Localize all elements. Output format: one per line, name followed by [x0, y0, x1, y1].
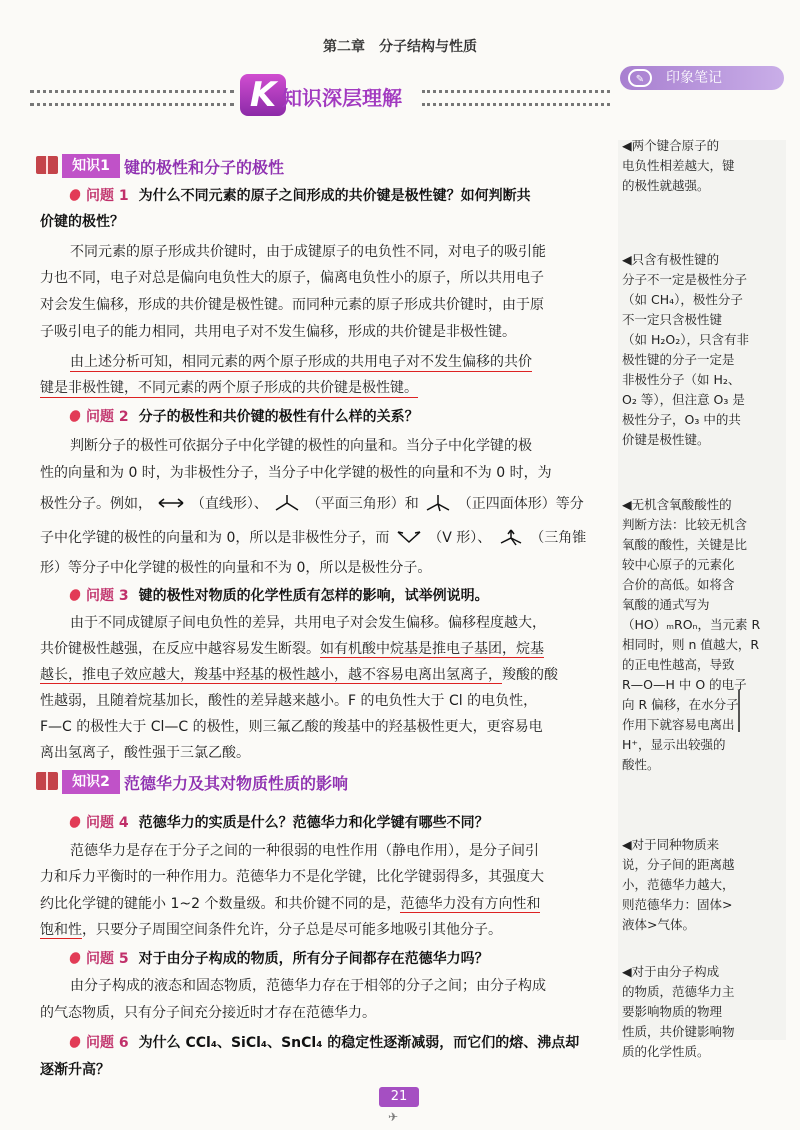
- bird-ornament-icon: ✈: [388, 1110, 399, 1124]
- question-6: 问题 6 为什么 CCl₄、SiCl₄、SnCl₄ 的稳定性逐渐减弱，而它们的熔、沸点却: [70, 1032, 579, 1052]
- text-line: F—C 的极性大于 Cl—C 的极性，则三氟乙酸的羧基中的羟基极性更大，更容易电: [40, 719, 543, 735]
- page-number: 21: [379, 1087, 419, 1107]
- banner-title: 知识深层理解: [282, 86, 402, 110]
- question-1-cont: 价键的极性？: [40, 214, 124, 230]
- question-6-cont: 逐渐升高？: [40, 1062, 110, 1078]
- margin-note-3: ◀无机含氧酸酸性的 判断方法：比较无机含 氧酸的酸性，关键是比 较中心原子的元素化 合价的高低。如将含 氧酸的通式写为 （HO）ₘROₙ，当元素 R 相同时，则 n 值越大，R 的正电性越高，导致 R—O—H 中 O 的电子 向 R 偏移，在水分子 作用下就容易电离出 H⁺，显示出较强的 酸性。: [622, 497, 761, 772]
- bullet-icon: [68, 187, 83, 202]
- margin-note-5: ◀对于由分子构成 的物质，范德华力主 要影响物质的物理 性质，共价键影响物 质的化学性质。: [622, 964, 735, 1059]
- margin-note-2: ◀只含有极性键的 分子不一定是极性分子 （如 CH₄），极性分子 不一定只含极性键 （如 H₂O₂），只含有非 极性键的分子一定是 非极性分子（如 H₂、 O₂ 等），但注意 O₃ 是 极性分子，O₃ 中的共 价键是极性键。: [622, 252, 749, 447]
- text-line-with-shapes: 子中化学键的极性的向量和为 0，所以是非极性分子，而 （V 形）、 （三角锥: [40, 530, 587, 546]
- text-line: 范德华力是存在于分子之间的一种很弱的电性作用（静电作用），是分子间引: [70, 843, 539, 859]
- section-tag: 知识2: [62, 770, 120, 794]
- question-2: 问题 2 分子的极性和共价键的极性有什么样的关系？: [70, 406, 419, 426]
- text-line: 子吸引电子的能力相同，共用电子对不发生偏移，形成的共价键是非极性键。: [40, 324, 516, 340]
- text-line: 判断分子的极性可依据分子中化学键的极性的向量和。当分子中化学键的极: [70, 438, 532, 454]
- text-line: 形）等分子中化学键的极性的向量和不为 0，所以是极性分子。: [40, 560, 432, 576]
- text-line: 不同元素的原子形成共价键时，由于成键原子的电负性不同，对电子的吸引能: [70, 244, 546, 260]
- section-banner: [30, 70, 610, 120]
- dotted-rule-right: [422, 90, 610, 106]
- margin-note-1: ◀两个键合原子的 电负性相差越大，键 的极性就越强。: [622, 138, 735, 193]
- question-3: 问题 3 键的极性对物质的化学性质有怎样的影响，试举例说明。: [70, 585, 489, 605]
- question-5: 问题 5 对于由分子构成的物质，所有分子间都存在范德华力吗？: [70, 948, 489, 968]
- v-shape-icon: [394, 528, 424, 546]
- section-title: 范德华力及其对物质性质的影响: [124, 774, 349, 793]
- text-line: 由于不同成键原子间电负性的差异，共用电子对会发生偏移。偏移程度越大，: [70, 615, 546, 631]
- trigonal-pyramid-icon: [496, 528, 526, 546]
- text-line: 约比化学键的键能小 1~2 个数量级。和共价键不同的是，范德华力没有方向性和: [40, 896, 541, 912]
- text-line: 越长，推电子效应越大，羧基中羟基的极性越小，越不容易电离出氢离子，羧酸的酸: [40, 667, 558, 683]
- k-badge-icon: K: [240, 74, 286, 116]
- bullet-icon: [68, 950, 83, 965]
- text-line: 饱和性，只要分子周围空间条件允许，分子总是尽可能多地吸引其他分子。: [40, 922, 502, 938]
- text-line: 离出氢离子，酸性强于三氯乙酸。: [40, 745, 250, 761]
- linear-shape-icon: [156, 494, 186, 512]
- book-icon: [36, 772, 58, 790]
- text-line: 共价键极性越强，在反应中越容易发生断裂。如有机酸中烷基是推电子基团，烷基: [40, 641, 544, 657]
- text-line: 力也不同，电子对总是偏向电负性大的原子，偏离电负性小的原子，所以共用电子: [40, 270, 544, 286]
- text-line: 对会发生偏移，形成的共价键是极性键。而同种元素的原子形成共价键时，由于原: [40, 297, 544, 313]
- question-1: 问题 1 为什么不同元素的原子之间形成的共价键是极性键？如何判断共: [70, 185, 531, 205]
- dotted-rule-left: [30, 90, 234, 106]
- underlined-conclusion: 由上述分析可知，相同元素的两个原子形成的共用电子对不发生偏移的共价: [70, 351, 532, 372]
- text-line: 由分子构成的液态和固态物质，范德华力存在于相邻的分子之间；由分子构成: [70, 978, 546, 994]
- tetrahedral-icon: [423, 494, 453, 512]
- bullet-icon: [68, 587, 83, 602]
- book-icon: [36, 156, 58, 174]
- notebook-icon: ✎: [628, 69, 652, 87]
- trigonal-planar-icon: [272, 494, 302, 512]
- bullet-icon: [68, 814, 83, 829]
- underlined-conclusion: 键是非极性键，不同元素的两个原子形成的共价键是极性键。: [40, 377, 418, 398]
- bullet-icon: [68, 408, 83, 423]
- margin-note-4: ◀对于同种物质来 说，分子间的距离越 小，范德华力越大， 则范德华力：固体> 液体>气体。: [622, 837, 735, 932]
- text-line: 力和斥力平衡时的一种作用力。范德华力不是化学键，比化学键弱得多，其强度大: [40, 869, 544, 885]
- bullet-icon: [68, 1034, 83, 1049]
- question-4: 问题 4 范德华力的实质是什么？范德华力和化学键有哪些不同？: [70, 812, 489, 832]
- text-line: 性的向量和为 0 时，为非极性分子，当分子中化学键的极性的向量和不为 0 时，为: [40, 465, 552, 481]
- notes-tag-label: 印象笔记: [666, 70, 722, 86]
- text-line: 性越弱，且随着烷基加长，酸性的差异越来越小。F 的电负性大于 Cl 的电负性，: [40, 693, 538, 709]
- text-line: 的气态物质，只有分子间充分接近时才存在范德华力。: [40, 1005, 376, 1021]
- chapter-header: 第二章 分子结构与性质: [323, 39, 477, 55]
- section-tag: 知识1: [62, 154, 120, 178]
- text-line-with-shapes: 极性分子。例如， （直线形）、 （平面三角形）和 （正四面体形）等分: [40, 496, 584, 512]
- section-title: 键的极性和分子的极性: [124, 158, 285, 177]
- notes-tag: [620, 66, 784, 90]
